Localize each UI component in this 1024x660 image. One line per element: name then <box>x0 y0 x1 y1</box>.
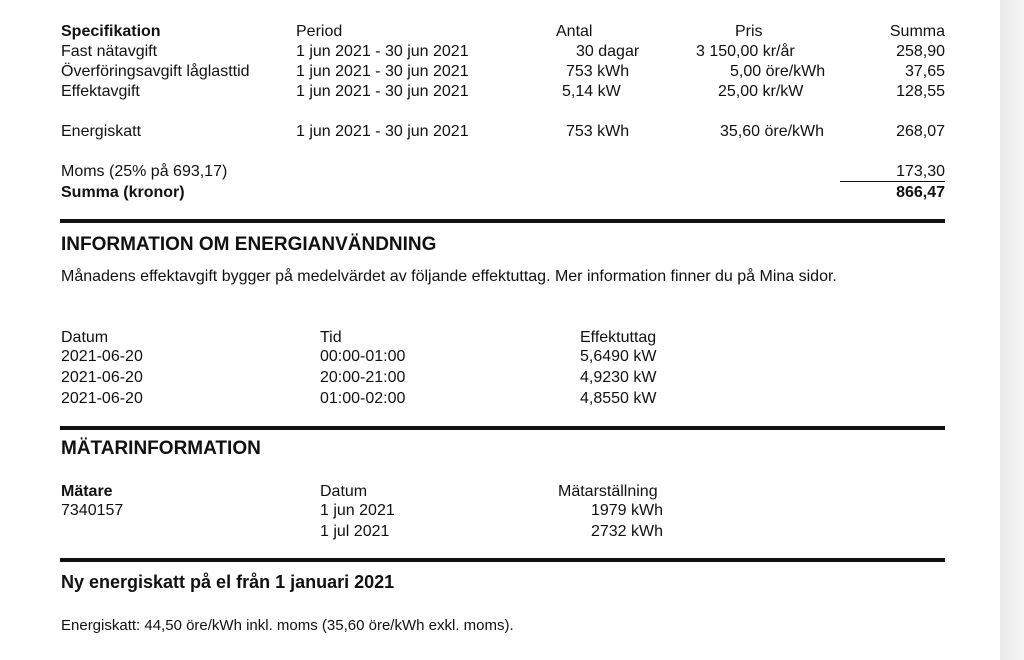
spec-header-specifikation: Specifikation <box>61 23 161 40</box>
spec-row-summa: 258,90 <box>896 43 945 60</box>
spec-row-pris: 3 150,00 kr/år <box>696 43 795 60</box>
energy-row-effekt: 4,9230 kW <box>580 369 657 386</box>
total-divider <box>840 181 945 182</box>
meter-header-matare: Mätare <box>61 483 113 500</box>
energy-title: INFORMATION OM ENERGIANVÄNDNING <box>61 234 437 255</box>
total-value: 866,47 <box>896 184 945 201</box>
spec-row-name: Effektavgift <box>61 83 140 100</box>
tax-title: Ny energiskatt på el från 1 januari 2021 <box>61 572 395 592</box>
spec-row-summa: 128,55 <box>896 83 945 100</box>
moms-value: 173,30 <box>896 163 945 180</box>
spec-row-antal: 753 kWh <box>566 123 630 140</box>
spec-row-antal: 30 dagar <box>576 43 640 60</box>
spec-row-pris: 25,00 kr/kW <box>718 83 804 100</box>
meter-header-datum: Datum <box>320 483 368 500</box>
spec-row-antal: 5,14 kW <box>562 83 621 100</box>
energy-row-effekt: 4,8550 kW <box>580 390 657 407</box>
energy-row-tid: 00:00-01:00 <box>320 348 406 365</box>
total-label: Summa (kronor) <box>61 184 185 201</box>
spec-header-period: Period <box>296 23 343 40</box>
meter-row-stallning: 1979 kWh <box>590 502 663 519</box>
meter-id: 7340157 <box>61 502 124 519</box>
energy-row-datum: 2021-06-20 <box>61 390 143 407</box>
energy-row-tid: 20:00-21:00 <box>320 369 406 386</box>
spec-row-period: 1 jun 2021 - 30 jun 2021 <box>296 83 469 100</box>
redaction-box <box>128 484 238 540</box>
meter-title: MÄTARINFORMATION <box>61 438 261 459</box>
energy-row-tid: 01:00-02:00 <box>320 390 406 407</box>
meter-row-datum: 1 jul 2021 <box>320 523 390 540</box>
meter-header-stallning: Mätarställning <box>558 483 658 500</box>
energy-description: Månadens effektavgift bygger på medelvärdet av följande effektuttag. Mer information finner du på Mina sidor. <box>61 268 837 285</box>
spec-row-summa: 268,07 <box>896 123 945 140</box>
moms-label: Moms (25% på 693,17) <box>61 163 228 180</box>
section-divider <box>60 426 945 430</box>
spec-row-name: Energiskatt <box>61 123 142 140</box>
spec-row-summa: 37,65 <box>904 63 945 80</box>
spec-row-antal: 753 kWh <box>566 63 630 80</box>
spec-header-antal: Antal <box>556 23 593 40</box>
meter-row-datum: 1 jun 2021 <box>320 502 395 519</box>
energy-header-effekt: Effektuttag <box>580 329 657 346</box>
spec-row-period: 1 jun 2021 - 30 jun 2021 <box>296 43 469 60</box>
spec-row-period: 1 jun 2021 - 30 jun 2021 <box>296 123 469 140</box>
spec-row-name: Överföringsavgift låglasttid <box>61 63 250 80</box>
spec-header-summa: Summa <box>889 23 945 40</box>
energy-header-datum: Datum <box>61 329 109 346</box>
spec-row-name: Fast nätavgift <box>61 43 158 60</box>
meter-row-stallning: 2732 kWh <box>590 523 663 540</box>
energy-row-datum: 2021-06-20 <box>61 369 143 386</box>
spec-row-period: 1 jun 2021 - 30 jun 2021 <box>296 63 469 80</box>
section-divider <box>60 219 945 223</box>
section-divider <box>60 558 945 562</box>
energy-header-tid: Tid <box>320 329 342 346</box>
page-edge <box>1000 0 1024 660</box>
spec-row-pris: 5,00 öre/kWh <box>730 63 826 80</box>
spec-row-pris: 35,60 öre/kWh <box>720 123 825 140</box>
tax-text: Energiskatt: 44,50 öre/kWh inkl. moms (35,60 öre/kWh exkl. moms). <box>61 617 514 634</box>
energy-row-effekt: 5,6490 kW <box>580 348 657 365</box>
energy-row-datum: 2021-06-20 <box>61 348 143 365</box>
spec-header-pris: Pris <box>735 23 763 40</box>
